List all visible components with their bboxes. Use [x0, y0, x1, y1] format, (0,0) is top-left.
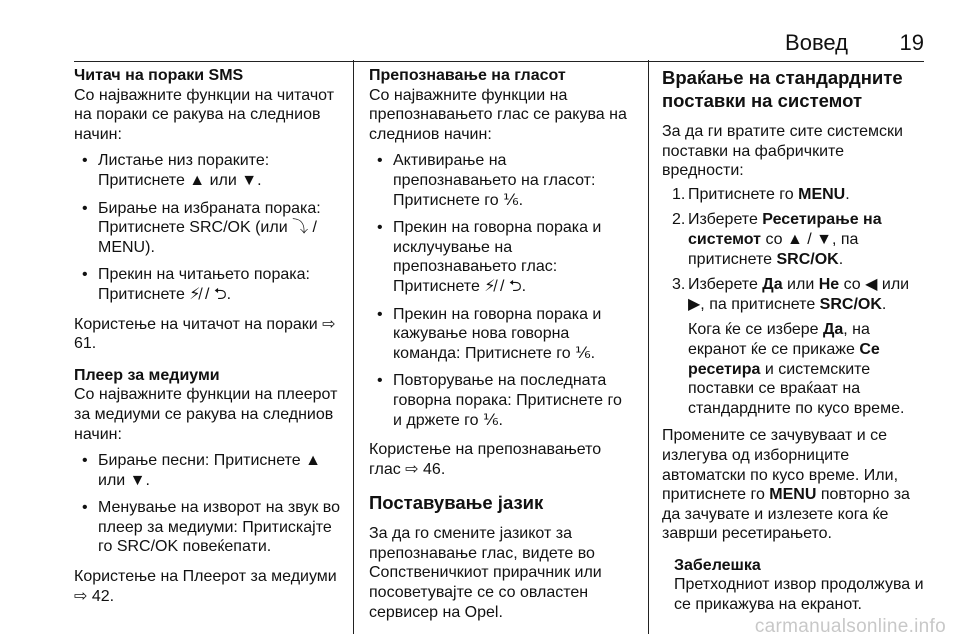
- list-item: • Активирање на препознавањето на гласот: Притиснете го ⅙.: [369, 151, 634, 210]
- page-number: 19: [899, 30, 924, 55]
- sms-list: [74, 151, 344, 304]
- changes-paragraph: Промените се зачувуваат и се излегува од изборниците автоматски по кусо време. Или, притиснете го MENU повторно за да зачувате и излезете кога ќе заврши ресетирањето.: [662, 427, 910, 543]
- step-item: 2. Изберете Ресетирање на системот со ▲ / ▼, па притиснете SRC/OK.: [672, 211, 882, 268]
- column-divider-2: [648, 60, 649, 634]
- list-item: • Бирање на избраната порака: Притиснете SRC/OK (или ⤵ / MENU).: [74, 199, 344, 258]
- watermark: carmanualsonline.info: [754, 616, 946, 637]
- language-heading: Поставување јазик: [369, 492, 544, 514]
- list-item: • Бирање песни: Притиснете ▲ или ▼.: [74, 451, 344, 490]
- sms-reference: Користење на читачот на пораки ⇨ 61.: [74, 315, 336, 353]
- list-item: • Листање низ пораките: Притиснете ▲ или ▼.: [74, 151, 344, 190]
- column-right: [662, 66, 927, 615]
- media-intro: Со најважните функции на плеерот за медиуми се ракува на следниов начин:: [74, 386, 338, 443]
- step-item: 3. Изберете Да или Не со ◀ или ▶, па притиснете SRC/OK.: [672, 276, 910, 313]
- list-item: • Прекин на говорна порака и кажување нова говорна команда: Притиснете го ⅙.: [369, 305, 634, 364]
- sms-intro: Со најважните функции на читачот на пораки се ракува на следниов начин:: [74, 86, 335, 143]
- step-number: 2.: [672, 211, 686, 229]
- media-heading: Плеер за медиуми: [74, 366, 220, 384]
- media-list: [74, 451, 344, 557]
- list-item: • Менување на изворот на звук во плеер за медиуми: Притискајте го SRC/OK повеќепати.: [74, 498, 344, 557]
- reset-steps: [662, 185, 927, 315]
- column-divider-1: [353, 60, 354, 634]
- page-header: [0, 26, 960, 58]
- column-middle: [369, 66, 634, 622]
- page-title: Вовед: [785, 30, 848, 55]
- language-body: За да го смените јазикот за препознавање глас, видете во Сопственичкиот прирачник или посоветувајте се со овластен сервисер на Opel.: [369, 525, 602, 621]
- note-box: [662, 556, 927, 615]
- step-number: 3.: [672, 276, 686, 294]
- step-number: 1.: [672, 185, 686, 203]
- voice-intro: Со најважните функции на препознавањето глас се ракува на следниов начин:: [369, 86, 627, 143]
- media-reference: Користење на Плеерот за медиуми ⇨ 42.: [74, 568, 337, 605]
- voice-reference: Користење на препознавањето глас ⇨ 46.: [369, 441, 602, 478]
- note-title: Забелешка: [674, 556, 761, 574]
- step-item: 1. Притиснете го MENU.: [672, 185, 850, 203]
- list-item: • Прекин на читањето порака: Притиснете ⚡̸ / ⮌.: [74, 265, 344, 304]
- header-rule: [74, 61, 924, 62]
- step3-followup: Кога ќе се избере Да, на екранот ќе се прикаже Се ресетира и системските поставки се враќаат на стандардните по кусо време.: [688, 321, 905, 417]
- note-body: Претходниот извор продолжува и се прикажува на екранот.: [674, 576, 924, 614]
- column-left: [74, 66, 344, 606]
- sms-heading: Читач на пораки SMS: [74, 67, 244, 84]
- list-item: • Прекин на говорна порака и исклучување на препознавањето глас: Притиснете ⚡̸ / ⮌.: [369, 218, 634, 296]
- voice-heading: Препознавање на гласот: [369, 67, 566, 84]
- reset-heading: Враќање на стандардните поставки на системот: [662, 67, 903, 111]
- reset-intro: За да ги вратите сите системски поставки на фабричките вредности:: [662, 123, 903, 180]
- voice-list: [369, 151, 634, 430]
- list-item: • Повторување на последната говорна порака: Притиснете го и држете го ⅙.: [369, 371, 634, 430]
